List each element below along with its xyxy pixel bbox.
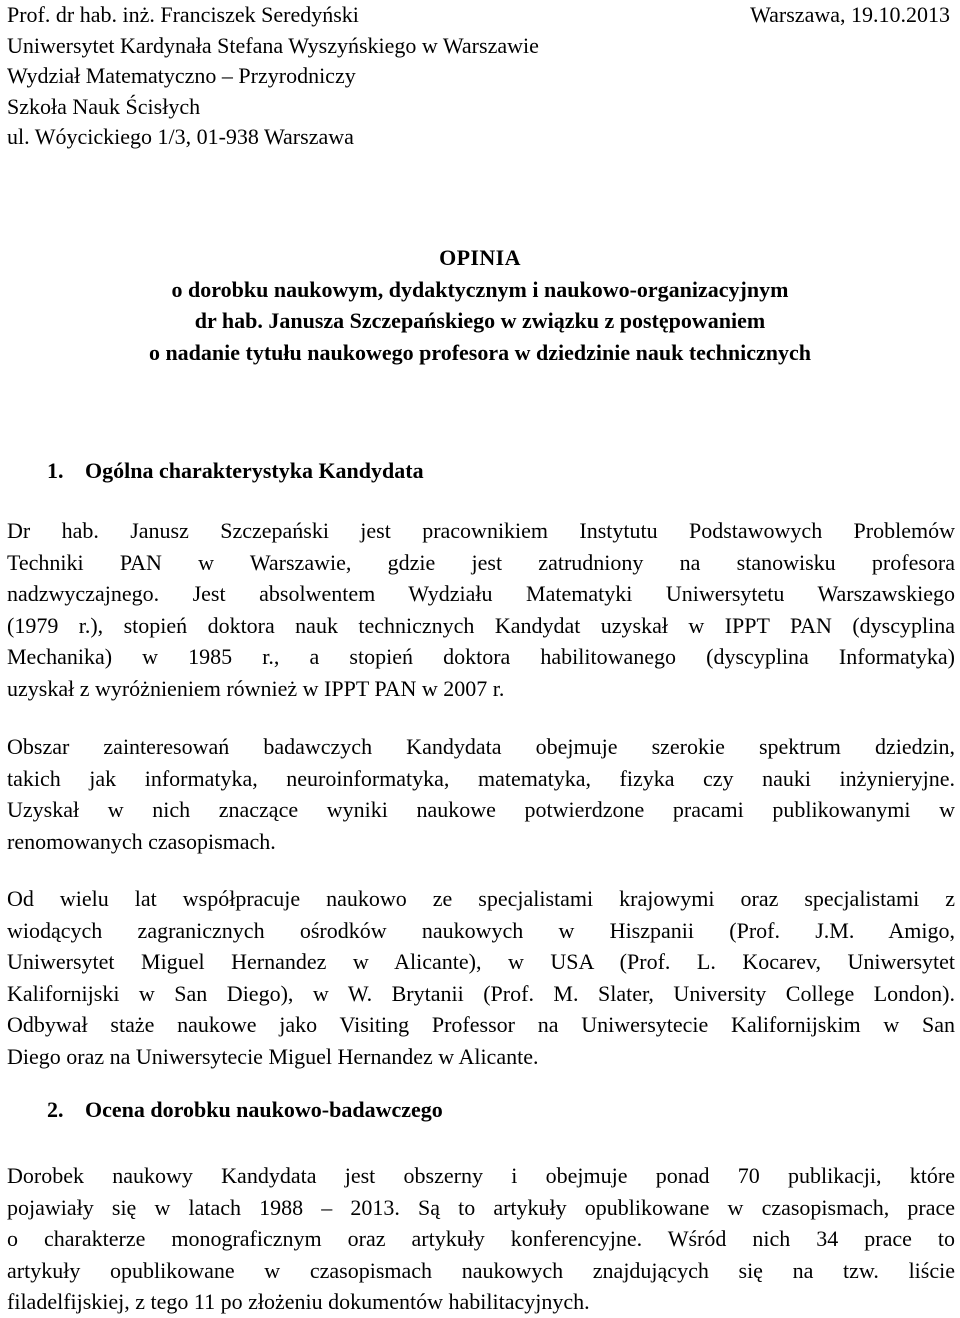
section-2-title: Ocena dorobku naukowo-badawczego xyxy=(85,1097,443,1122)
title-subject: o dorobku naukowym, dydaktycznym i naukowo-organizacyjnym xyxy=(171,276,789,302)
section-2-number: 2. xyxy=(47,1097,64,1122)
paragraph-line: pojawiały się w latach 1988 – 2013. Są to artykuły opublikowane w czasopismach, prace xyxy=(7,1194,955,1220)
section-2-paragraph-1 xyxy=(7,1160,955,1318)
section-1-paragraph-3 xyxy=(7,883,955,1072)
faculty-name: Wydział Matematyczno – Przyrodniczy xyxy=(7,63,356,88)
author-name: Prof. dr hab. inż. Franciszek Seredyński xyxy=(7,2,359,27)
title-candidate: dr hab. Janusza Szczepańskiego w związku z postępowaniem xyxy=(194,308,766,333)
section-1-paragraph-2 xyxy=(7,731,955,857)
paragraph-line: renomowanych czasopismach. xyxy=(7,828,276,854)
paragraph-line: Mechanika) w 1985 r., a stopień doktora habilitowanego (dyscyplina Informatyka) xyxy=(7,644,955,669)
letter-date: Warszawa, 19.10.2013 xyxy=(750,2,950,27)
paragraph-line: (1979 r.), stopień doktora nauk technicznych Kandydat uzyskał w IPPT PAN (dyscyplina xyxy=(7,612,955,638)
section-1-title: Ogólna charakterystyka Kandydata xyxy=(85,458,424,483)
section-1-paragraph-1 xyxy=(7,515,955,704)
paragraph-line: Kalifornijski w San Diego), w W. Brytanii (Prof. M. Slater, University College London). xyxy=(7,980,955,1006)
address: ul. Wóycickiego 1/3, 01-938 Warszawa xyxy=(7,124,354,149)
paragraph-line: Uzyskał w nich znaczące wyniki naukowe potwierdzone pracami publikowanymi w xyxy=(7,797,955,822)
paragraph-line: Techniki PAN w Warszawie, gdzie jest zatrudniony na stanowisku profesora xyxy=(7,549,955,575)
title-procedure: o nadanie tytułu naukowego profesora w dziedzinie nauk technicznych xyxy=(148,339,812,365)
paragraph-line: nadzwyczajnego. Jest absolwentem Wydziału Matematyki Uniwersytetu Warszawskiego xyxy=(7,581,955,606)
paragraph-line: Uniwersytet Miguel Hernandez w Alicante), w USA (Prof. L. Kocarev, Uniwersytet xyxy=(7,949,955,974)
paragraph-line: Diego oraz na Uniwersytecie Miguel Hernandez w Alicante. xyxy=(7,1043,539,1069)
school-name: Szkoła Nauk Ścisłych xyxy=(7,93,201,119)
section-1-heading xyxy=(47,458,424,484)
section-2-heading xyxy=(47,1097,443,1123)
paragraph-line: wiodących zagranicznych ośrodków naukowych w Hiszpanii (Prof. J.M. Amigo, xyxy=(7,917,955,943)
paragraph-line: o charakterze monograficznym oraz artykuły konferencyjne. Wśród nich 34 prace to xyxy=(7,1226,955,1251)
paragraph-line: Dr hab. Janusz Szczepański jest pracownikiem Instytutu Podstawowych Problemów xyxy=(7,518,955,543)
paragraph-line: takich jak informatyka, neuroinformatyka, matematyka, fizyka czy nauki inżynieryjne. xyxy=(7,765,955,791)
paragraph-line: Odbywał staże naukowe jako Visiting Professor na Uniwersytecie Kalifornijskim w San xyxy=(7,1012,955,1037)
paragraph-line: Obszar zainteresowań badawczych Kandydata obejmuje szerokie spektrum dziedzin, xyxy=(7,734,955,759)
paragraph-line: artykuły opublikowane w czasopismach naukowych znajdujących się na tzw. liście xyxy=(7,1257,955,1283)
paragraph-line: uzyskał z wyróżnieniem również w IPPT PAN w 2007 r. xyxy=(7,675,505,701)
paragraph-line: filadelfijskiej, z tego 11 po złożeniu dokumentów habilitacyjnych. xyxy=(7,1289,590,1314)
letter-header xyxy=(7,0,952,153)
university-name: Uniwersytet Kardynała Stefana Wyszyńskiego w Warszawie xyxy=(7,32,539,58)
paragraph-line: Od wielu lat współpracuje naukowo ze specjalistami krajowymi oraz specjalistami z xyxy=(7,886,955,911)
title-opinia: OPINIA xyxy=(439,245,521,270)
document-title xyxy=(0,242,960,368)
paragraph-line: Dorobek naukowy Kandydata jest obszerny i obejmuje ponad 70 publikacji, które xyxy=(7,1163,955,1188)
section-1-number: 1. xyxy=(47,458,64,483)
